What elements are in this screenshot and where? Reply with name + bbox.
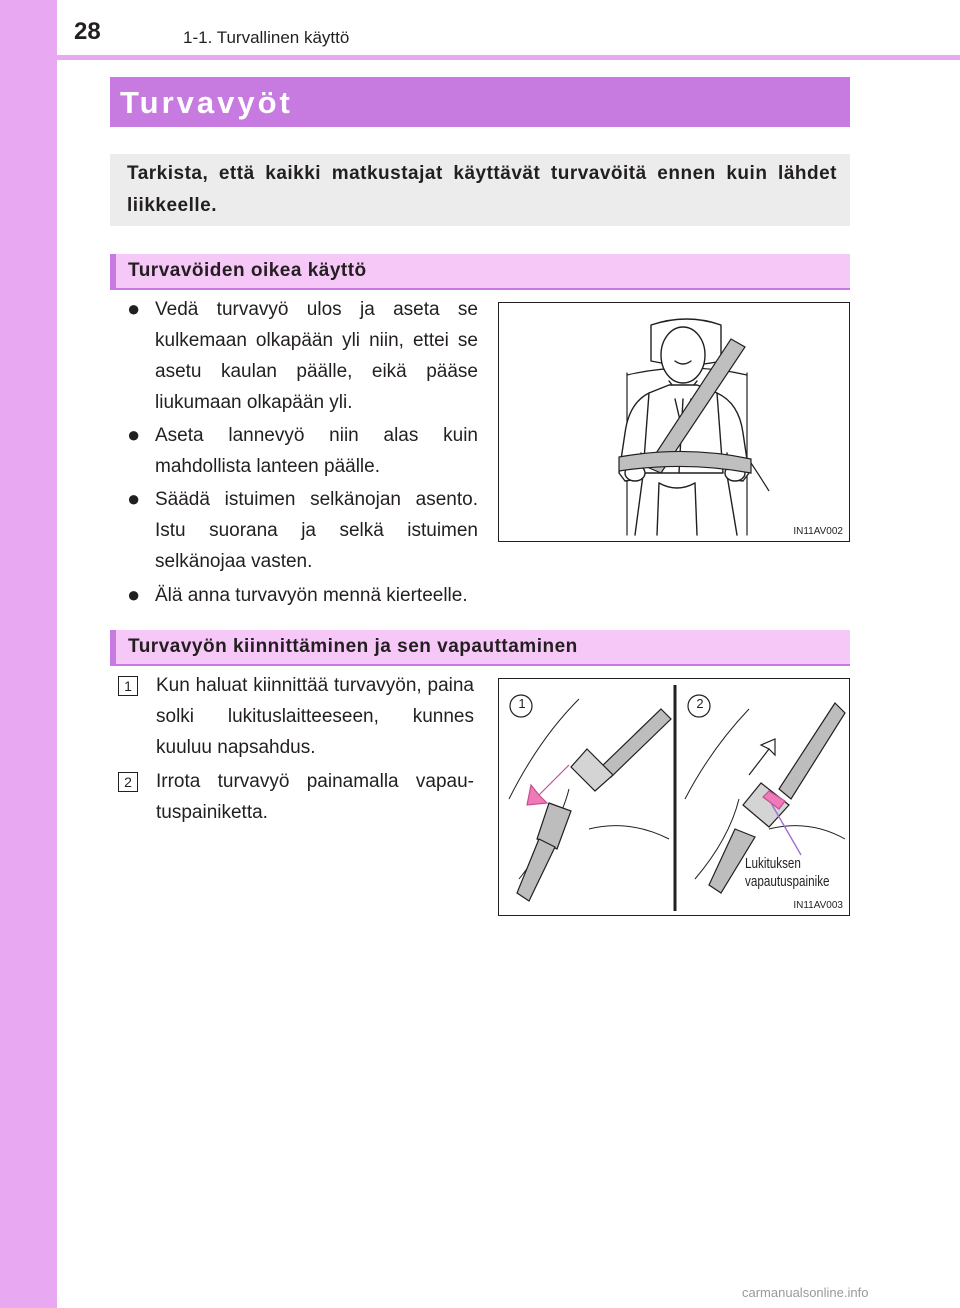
bullet-dot-icon: ● <box>127 582 141 607</box>
figure-code: IN11AV003 <box>793 900 843 911</box>
section-heading-text: Turvavöiden oikea käyttö <box>128 260 367 281</box>
seatbelt-figure <box>498 302 850 542</box>
page-number: 28 <box>74 18 101 45</box>
header-rule <box>57 55 960 60</box>
bullet-text: Vedä turvavyö ulos ja aseta se kulkemaan olkapään yli niin, ettei se asetu kaulan päälle, eikä pääse liukumaan olkapään yli. <box>155 299 478 413</box>
callout-line: vapautuspainike <box>745 873 830 890</box>
bullet-text: Säädä istuimen selkänojan asento. Istu suorana ja selkä istuimen selkänojaa vasten. <box>155 489 478 572</box>
section-heading-fastening <box>110 630 850 666</box>
panel2-label: 2 <box>696 696 704 711</box>
section-heading-correct-use <box>110 254 850 290</box>
title-bar <box>110 77 850 127</box>
bullet-dot-icon: ● <box>127 422 141 447</box>
bullet-dot-icon: ● <box>127 486 141 511</box>
step-number: 1 <box>118 676 138 696</box>
section-path: 1-1. Turvallinen käyttö <box>183 28 350 47</box>
step-text: Irrota turvavyö painamalla vapau- tuspainiketta. <box>156 771 474 823</box>
bullet-text: Aseta lannevyö niin alas kuin mahdollista lanteen päälle. <box>155 425 478 477</box>
release-button-callout <box>745 855 830 891</box>
watermark: carmanualsonline.info <box>742 1285 869 1300</box>
intro-text: Tarkista, että kaikki matkustajat käyttävät turvavöitä ennen kuin lähdet liikkeelle. <box>127 163 837 216</box>
callout-line: Lukituksen <box>745 855 801 872</box>
buckle-figure <box>498 678 850 916</box>
section-heading-text: Turvavyön kiinnittäminen ja sen vapauttaminen <box>128 636 578 657</box>
panel1-label: 1 <box>518 696 526 711</box>
bullet-text: Älä anna turvavyön mennä kierteelle. <box>155 585 468 606</box>
side-color-strip <box>0 0 57 1308</box>
seated-person-illustration <box>499 303 849 541</box>
bullet-dot-icon: ● <box>127 296 141 321</box>
page-title: Turvavyöt <box>120 85 293 120</box>
intro-box <box>110 154 850 226</box>
figure-code: IN11AV002 <box>793 526 843 537</box>
step-number: 2 <box>118 772 138 792</box>
step-text: Kun haluat kiinnittää turvavyön, paina solki lukituslaitteeseen, kunnes kuuluu napsahdus. <box>156 675 474 758</box>
